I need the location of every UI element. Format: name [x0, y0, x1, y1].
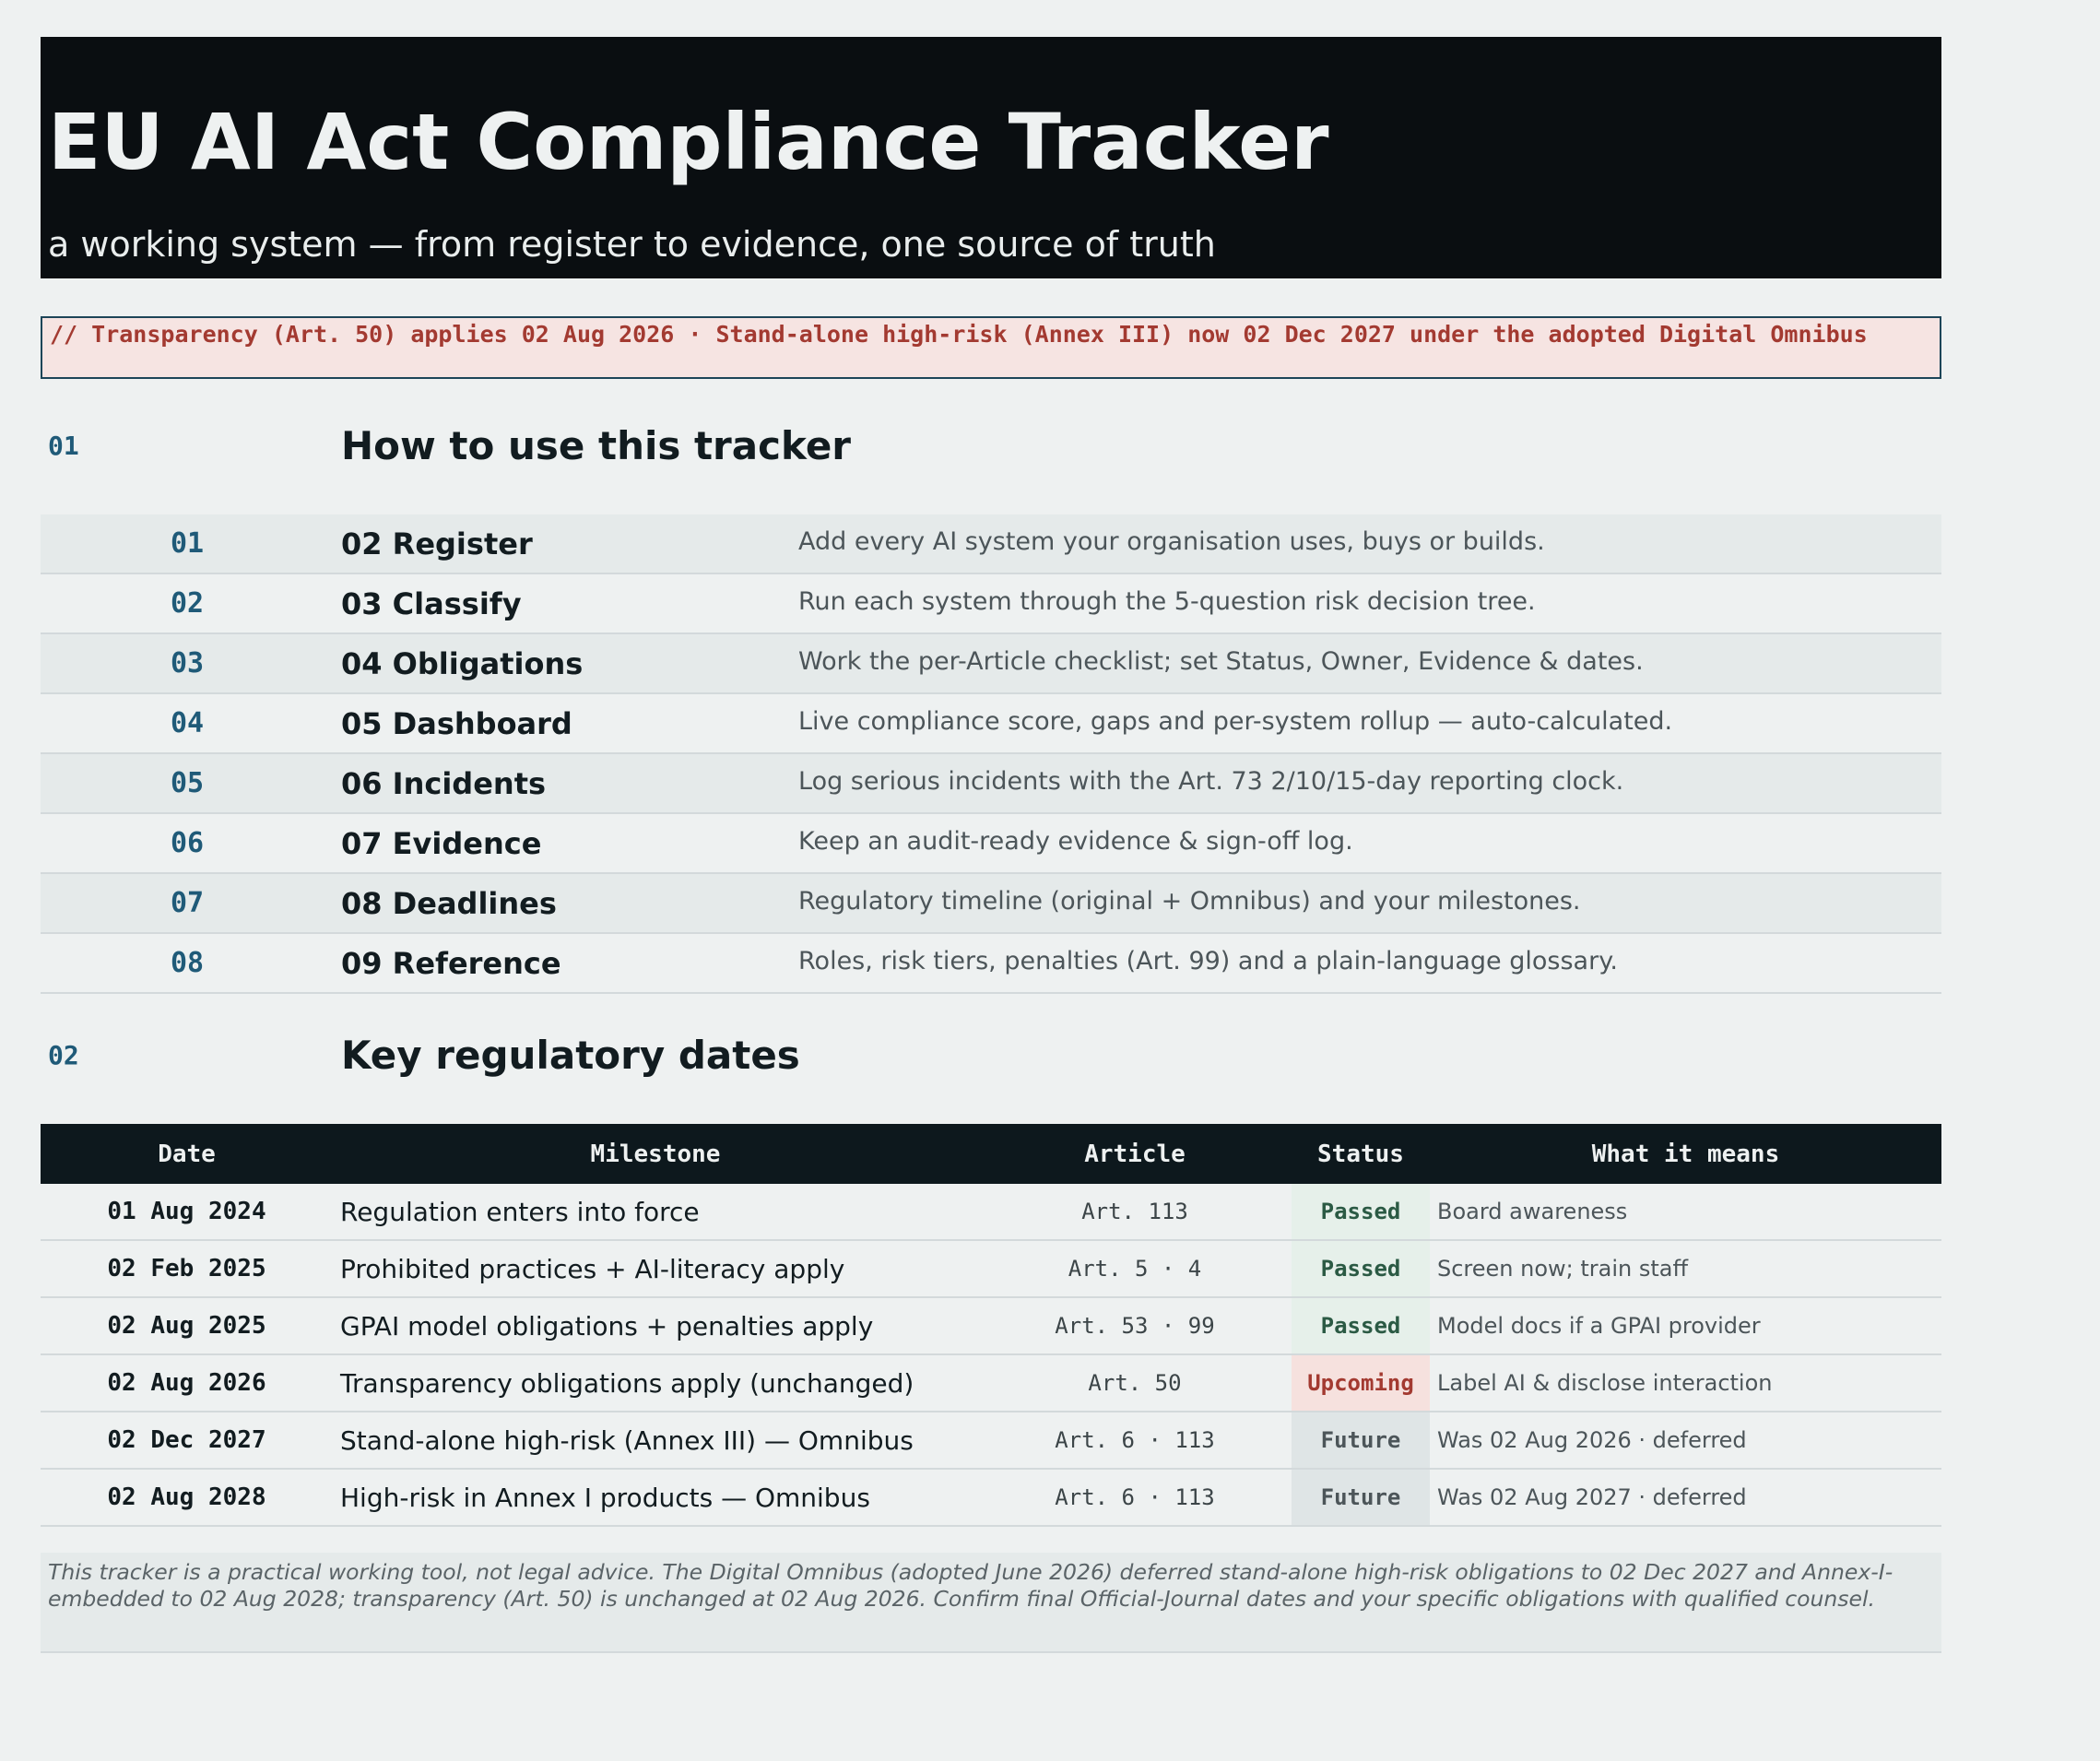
cell-date: 02 Aug 2028	[41, 1469, 333, 1526]
step-description: Work the per-Article checklist; set Status, Owner, Evidence & dates.	[798, 647, 1644, 676]
status-badge: Future	[1292, 1412, 1430, 1469]
step-number: 06	[170, 827, 205, 859]
step-description: Add every AI system your organisation uses, buys or builds.	[798, 527, 1545, 556]
step-name: 09 Reference	[341, 946, 561, 981]
cell-date: 01 Aug 2024	[41, 1184, 333, 1240]
step-description: Keep an audit-ready evidence & sign-off log.	[798, 827, 1353, 856]
list-item	[41, 874, 1941, 934]
section-title: Key regulatory dates	[341, 1033, 800, 1078]
list-item	[41, 934, 1941, 994]
header-banner	[41, 37, 1941, 278]
list-item	[41, 694, 1941, 754]
cell-article: Art. 50	[978, 1354, 1292, 1412]
step-number: 07	[170, 887, 205, 919]
table-header-row	[41, 1124, 1941, 1184]
step-name: 03 Classify	[341, 586, 522, 621]
status-badge: Future	[1292, 1469, 1430, 1526]
cell-meaning: Screen now; train staff	[1430, 1240, 1941, 1297]
cell-article: Art. 113	[978, 1184, 1292, 1240]
step-name: 05 Dashboard	[341, 706, 572, 741]
step-name: 08 Deadlines	[341, 886, 557, 921]
cell-milestone: Stand-alone high-risk (Annex III) — Omnibus	[333, 1412, 978, 1469]
step-description: Live compliance score, gaps and per-system rollup — auto-calculated.	[798, 707, 1673, 736]
cell-meaning: Board awareness	[1430, 1184, 1941, 1240]
table-row	[41, 1184, 1941, 1240]
column-header-status: Status	[1292, 1124, 1430, 1184]
cell-milestone: Prohibited practices + AI-literacy apply	[333, 1240, 978, 1297]
list-item	[41, 754, 1941, 814]
status-badge: Upcoming	[1292, 1354, 1430, 1412]
disclaimer-footnote: This tracker is a practical working tool, not legal advice. The Digital Omnibus (adopted June 2026) deferred stand-alone high-risk obligations to 02 Dec 2027 and Annex-I-embedded to 02 Aug 2028; transparency (Art. 50) is unchanged at 02 Aug 2026. Confirm final Official-Journal dates and your specific obligations with qualified counsel.	[41, 1553, 1941, 1653]
column-header-meaning: What it means	[1430, 1124, 1941, 1184]
column-header-date: Date	[41, 1124, 333, 1184]
step-description: Run each system through the 5-question risk decision tree.	[798, 587, 1536, 616]
table-row	[41, 1412, 1941, 1469]
page-title: EU AI Act Compliance Tracker	[48, 97, 1329, 187]
table-row	[41, 1297, 1941, 1354]
step-number: 03	[170, 647, 205, 680]
section-number: 02	[48, 1040, 79, 1070]
section-number: 01	[48, 431, 79, 461]
status-badge: Passed	[1292, 1297, 1430, 1354]
cell-article: Art. 5 · 4	[978, 1240, 1292, 1297]
status-badge: Passed	[1292, 1240, 1430, 1297]
cell-article: Art. 6 · 113	[978, 1469, 1292, 1526]
cell-article: Art. 53 · 99	[978, 1297, 1292, 1354]
step-number: 05	[170, 767, 205, 799]
list-item	[41, 574, 1941, 634]
cell-date: 02 Feb 2025	[41, 1240, 333, 1297]
cell-meaning: Label AI & disclose interaction	[1430, 1354, 1941, 1412]
step-number: 01	[170, 527, 205, 560]
cell-milestone: High-risk in Annex I products — Omnibus	[333, 1469, 978, 1526]
step-description: Log serious incidents with the Art. 73 2/10/15-day reporting clock.	[798, 767, 1624, 796]
column-header-article: Article	[978, 1124, 1292, 1184]
cell-date: 02 Aug 2025	[41, 1297, 333, 1354]
step-name: 07 Evidence	[341, 826, 542, 861]
table-row	[41, 1240, 1941, 1297]
how-to-list	[41, 514, 1941, 994]
cell-meaning: Was 02 Aug 2027 · deferred	[1430, 1469, 1941, 1526]
step-number: 08	[170, 947, 205, 979]
step-description: Roles, risk tiers, penalties (Art. 99) and a plain-language glossary.	[798, 947, 1618, 975]
cell-milestone: Regulation enters into force	[333, 1184, 978, 1240]
table-row	[41, 1469, 1941, 1526]
status-badge: Passed	[1292, 1184, 1430, 1240]
section-title: How to use this tracker	[341, 423, 852, 468]
step-number: 04	[170, 707, 205, 739]
cell-meaning: Was 02 Aug 2026 · deferred	[1430, 1412, 1941, 1469]
cell-date: 02 Dec 2027	[41, 1412, 333, 1469]
cell-milestone: GPAI model obligations + penalties apply	[333, 1297, 978, 1354]
step-name: 02 Register	[341, 526, 533, 561]
step-name: 06 Incidents	[341, 766, 547, 801]
list-item	[41, 514, 1941, 574]
list-item	[41, 814, 1941, 874]
table-row	[41, 1354, 1941, 1412]
cell-meaning: Model docs if a GPAI provider	[1430, 1297, 1941, 1354]
cell-date: 02 Aug 2026	[41, 1354, 333, 1412]
step-name: 04 Obligations	[341, 646, 584, 681]
alert-banner: // Transparency (Art. 50) applies 02 Aug 2026 · Stand-alone high-risk (Annex III) now 02 Dec 2027 under the adopted Digital Omnibus	[41, 316, 1941, 379]
step-description: Regulatory timeline (original + Omnibus) and your milestones.	[798, 887, 1581, 916]
step-number: 02	[170, 587, 205, 620]
dates-table	[41, 1124, 1941, 1527]
list-item	[41, 634, 1941, 694]
page-subtitle: a working system — from register to evidence, one source of truth	[48, 224, 1216, 265]
cell-article: Art. 6 · 113	[978, 1412, 1292, 1469]
column-header-milestone: Milestone	[333, 1124, 978, 1184]
cell-milestone: Transparency obligations apply (unchanged)	[333, 1354, 978, 1412]
